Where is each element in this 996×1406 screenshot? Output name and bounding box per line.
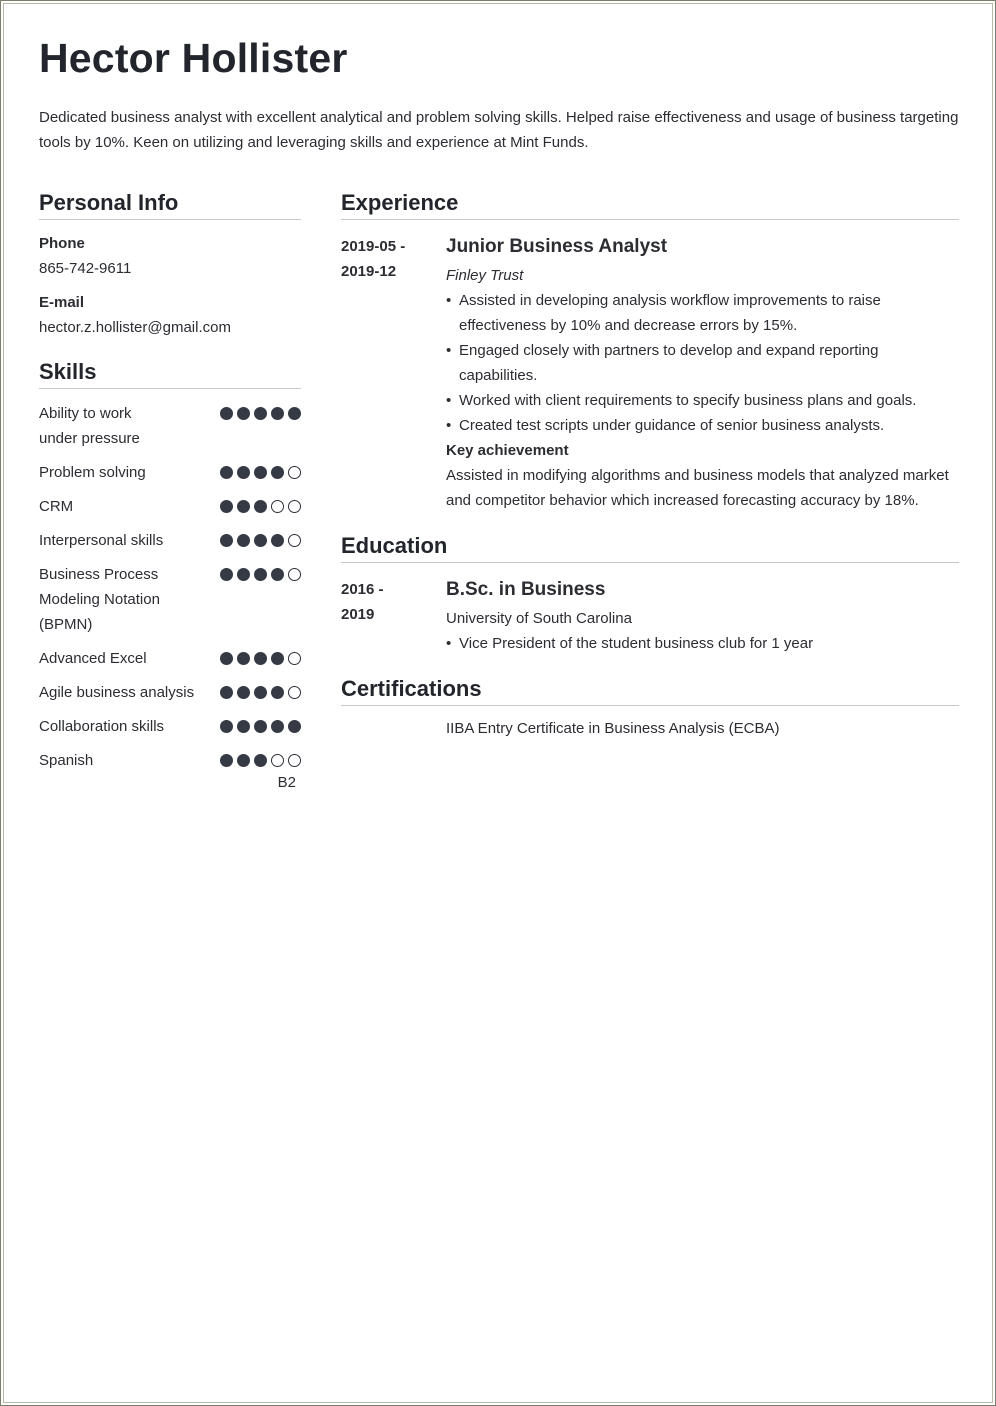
skill-level: B2 <box>277 774 296 791</box>
rating-dot-empty <box>288 500 301 513</box>
phone-label: Phone <box>39 235 85 252</box>
rating-dot-empty <box>271 500 284 513</box>
skill-name: Collaboration skills <box>39 718 165 735</box>
education-bullets <box>446 631 959 656</box>
rating-dot-filled <box>237 466 250 479</box>
experience-body <box>446 234 959 513</box>
skill-rating <box>220 568 301 581</box>
skills-section <box>39 359 301 795</box>
rating-dot-filled <box>220 568 233 581</box>
rating-dot-empty <box>288 466 301 479</box>
skill-row <box>39 714 301 739</box>
rating-dot-filled <box>220 407 233 420</box>
rating-dot-filled <box>254 686 267 699</box>
skill-row <box>39 494 301 519</box>
rating-dot-filled <box>220 466 233 479</box>
rating-dot-empty <box>288 686 301 699</box>
degree-title: B.Sc. in Business <box>446 579 606 600</box>
rating-dot-filled <box>254 534 267 547</box>
main-column <box>341 190 959 741</box>
education-body <box>446 577 959 656</box>
summary: Dedicated business analyst with excellent analytical and problem solving skills. Helped raise effectiveness and usage of business targeting tools by 10%. Keen on utilizing and leveraging skills and experience at Mint Funds. <box>39 109 959 151</box>
certification-name: IIBA Entry Certificate in Business Analysis (ECBA) <box>446 720 780 737</box>
rating-dot-filled <box>237 754 250 767</box>
skill-name: Problem solving <box>39 464 146 481</box>
rating-dot-filled <box>220 754 233 767</box>
rating-dot-filled <box>220 652 233 665</box>
skill-rating <box>220 652 301 665</box>
skill-rating <box>220 466 301 479</box>
rating-dot-filled <box>237 652 250 665</box>
rating-dot-filled <box>220 500 233 513</box>
rating-dot-filled <box>220 720 233 733</box>
skill-name: Interpersonal skills <box>39 532 164 549</box>
certification-entry <box>341 716 959 741</box>
list-item: • Created test scripts under guidance of senior business analysts. <box>446 413 959 438</box>
rating-dot-filled <box>220 534 233 547</box>
education-entry <box>341 577 959 656</box>
rating-dot-empty <box>288 568 301 581</box>
education-dates <box>341 577 446 656</box>
key-achievement-label: Key achievement <box>446 442 569 459</box>
rating-dot-filled <box>271 407 284 420</box>
rating-dot-empty <box>288 534 301 547</box>
education-heading: Education <box>341 533 959 563</box>
rating-dot-filled <box>254 466 267 479</box>
key-achievement-text: Assisted in modifying algorithms and business models that analyzed market and competitor behavior which increased forecasting accuracy by 18%. <box>446 467 949 509</box>
certification-date <box>341 716 446 741</box>
rating-dot-filled <box>237 500 250 513</box>
email-value: hector.z.hollister@gmail.com <box>39 319 231 336</box>
rating-dot-filled <box>271 652 284 665</box>
skills-list <box>39 401 301 795</box>
job-title: Junior Business Analyst <box>446 236 668 257</box>
skill-name: Business Process Modeling Notation (BPMN) <box>39 566 160 633</box>
rating-dot-empty <box>288 652 301 665</box>
rating-dot-filled <box>237 720 250 733</box>
rating-dot-filled <box>254 754 267 767</box>
list-item: • Vice President of the student business club for 1 year <box>446 631 959 656</box>
experience-bullets <box>446 288 959 438</box>
personal-info-heading: Personal Info <box>39 190 301 220</box>
experience-date-start: 2019-05 - <box>341 238 406 255</box>
skill-rating <box>220 534 301 547</box>
rating-dot-filled <box>271 466 284 479</box>
skill-row <box>39 401 301 451</box>
skill-row <box>39 646 301 671</box>
skill-row <box>39 460 301 485</box>
skill-rating <box>220 500 301 513</box>
certifications-heading: Certifications <box>341 676 959 706</box>
skill-name: Agile business analysis <box>39 684 195 701</box>
rating-dot-empty <box>271 754 284 767</box>
skill-rating <box>220 686 301 699</box>
rating-dot-filled <box>254 568 267 581</box>
rating-dot-filled <box>288 720 301 733</box>
rating-dot-filled <box>237 534 250 547</box>
company-name: Finley Trust <box>446 267 524 284</box>
rating-dot-filled <box>237 686 250 699</box>
rating-dot-filled <box>254 407 267 420</box>
rating-dot-filled <box>271 686 284 699</box>
rating-dot-filled <box>254 500 267 513</box>
list-item: • Engaged closely with partners to develop and expand reporting capabilities. <box>446 338 959 388</box>
phone-value: 865-742-9611 <box>39 260 132 277</box>
list-item: • Assisted in developing analysis workflow improvements to raise effectiveness by 10% and decrease errors by 15%. <box>446 288 959 338</box>
rating-dot-filled <box>271 568 284 581</box>
skill-name: CRM <box>39 498 74 515</box>
education-date-start: 2016 - <box>341 581 384 598</box>
skill-row <box>39 562 301 637</box>
skill-rating <box>220 407 301 420</box>
skills-heading: Skills <box>39 359 301 389</box>
rating-dot-filled <box>237 407 250 420</box>
rating-dot-filled <box>237 568 250 581</box>
candidate-name: Hector Hollister <box>39 35 348 81</box>
skill-rating <box>220 754 301 767</box>
experience-heading: Experience <box>341 190 959 220</box>
skill-name: Spanish <box>39 752 94 769</box>
experience-entry <box>341 234 959 513</box>
experience-date-end: 2019-12 <box>341 263 397 280</box>
skill-name: Advanced Excel <box>39 650 147 667</box>
rating-dot-filled <box>271 720 284 733</box>
education-date-end: 2019 <box>341 606 375 623</box>
experience-dates <box>341 234 446 513</box>
rating-dot-filled <box>288 407 301 420</box>
school-name: University of South Carolina <box>446 610 632 627</box>
skill-row <box>39 748 301 795</box>
skill-row <box>39 528 301 553</box>
skill-name: Ability to work under pressure <box>39 405 140 447</box>
list-item: • Worked with client requirements to specify business plans and goals. <box>446 388 959 413</box>
rating-dot-filled <box>271 534 284 547</box>
rating-dot-filled <box>254 652 267 665</box>
personal-info-section <box>39 190 301 338</box>
skill-rating <box>220 720 301 733</box>
rating-dot-empty <box>288 754 301 767</box>
email-label: E-mail <box>39 294 85 311</box>
rating-dot-filled <box>254 720 267 733</box>
rating-dot-filled <box>220 686 233 699</box>
skill-row <box>39 680 301 705</box>
